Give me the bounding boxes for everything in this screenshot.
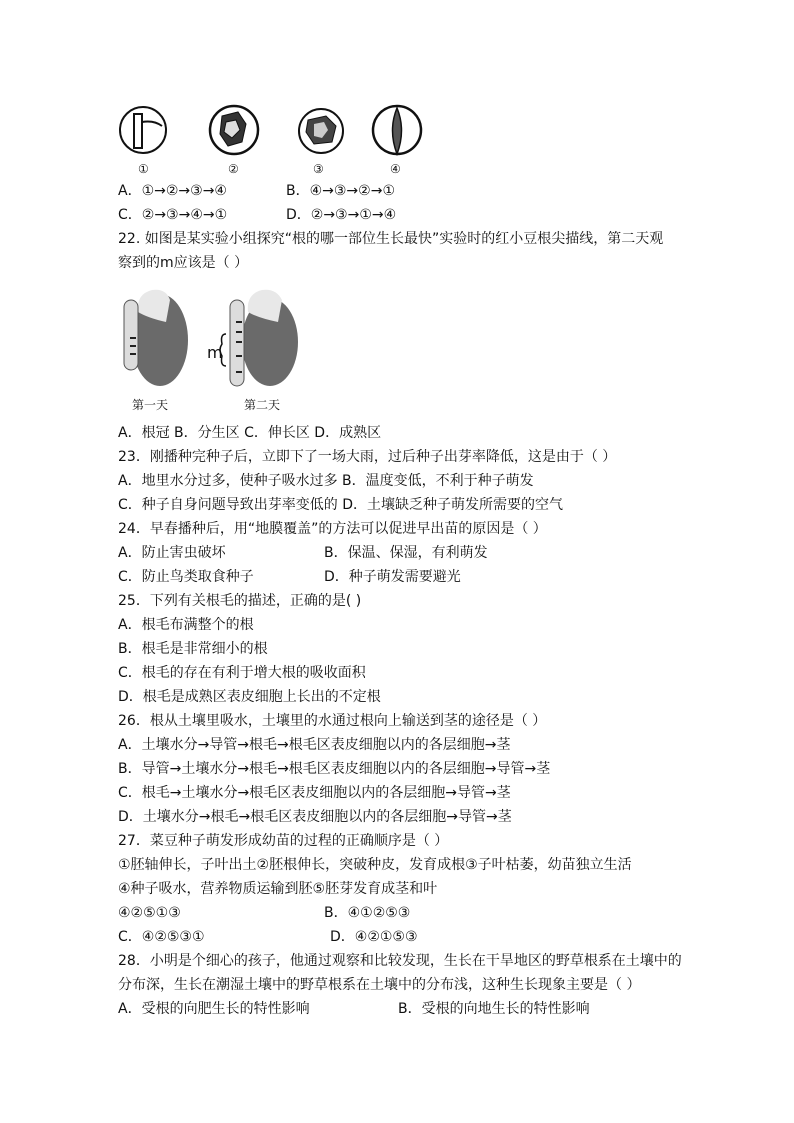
- q22-stem-line2: 察到的m应该是（ ）: [118, 255, 249, 271]
- figure-label-2: ②: [228, 162, 239, 176]
- q21-option-a: A．①→②→③→④: [118, 183, 227, 199]
- q27-option-a: ④②⑤①③: [118, 905, 181, 921]
- q23-options-cd: C．种子自身问题导致出芽率变低的 D．土壤缺乏种子萌发所需要的空气: [118, 497, 564, 513]
- figure-circle-2: [210, 106, 258, 154]
- figure-circle-1: [120, 107, 166, 153]
- root-tip-day1: [124, 290, 188, 386]
- q24-option-d: D．种子萌发需要避光: [324, 569, 461, 585]
- figure-circle-3: [299, 109, 343, 153]
- root-tip-day2: [220, 290, 298, 386]
- q24-stem: 24．早春播种后，用“地膜覆盖”的方法可以促进早出苗的原因是（ ）: [118, 521, 547, 537]
- q21-figure: [112, 98, 432, 178]
- q27-stem: 27．菜豆种子萌发形成幼苗的过程的正确顺序是（ ）: [118, 833, 449, 849]
- q27-steps-line2: ④种子吸水，营养物质运输到胚⑤胚芽发育成茎和叶: [118, 881, 438, 897]
- q22-stem-line1: 22. 如图是某实验小组探究“根的哪一部位生长最快”实验时的红小豆根尖描线，第二天观: [118, 231, 664, 247]
- q22-figure-day1: 第一天: [132, 398, 169, 412]
- q23-stem: 23．刚播种完种子后，立即下了一场大雨，过后种子出芽率降低，这是由于（ ）: [118, 449, 617, 465]
- figure-label-4: ④: [390, 162, 401, 176]
- q22-figure-m-label: m: [207, 343, 223, 362]
- q21-option-b: B．④→③→②→①: [286, 183, 395, 199]
- q27-option-c: C．④②⑤③①: [118, 929, 205, 945]
- q25-option-b: B．根毛是非常细小的根: [118, 641, 268, 657]
- q23-options-ab: A．地里水分过多，使种子吸水过多 B．温度变低，不利于种子萌发: [118, 473, 534, 489]
- q26-option-c: C．根毛→土壤水分→根毛区表皮细胞以内的各层细胞→导管→茎: [118, 785, 511, 801]
- q28-option-a: A．受根的向肥生长的特性影响: [118, 1001, 310, 1017]
- q26-option-a: A．土壤水分→导管→根毛→根毛区表皮细胞以内的各层细胞→茎: [118, 737, 511, 753]
- q24-option-b: B．保温、保湿，有利萌发: [324, 545, 488, 561]
- q27-option-b: B．④①②⑤③: [324, 905, 411, 921]
- q27-option-d: D．④②①⑤③: [330, 929, 418, 945]
- q26-option-d: D．土壤水分→根毛→根毛区表皮细胞以内的各层细胞→导管→茎: [118, 809, 512, 825]
- q25-option-d: D．根毛是成熟区表皮细胞上长出的不定根: [118, 689, 381, 705]
- q25-option-a: A．根毛布满整个的根: [118, 617, 254, 633]
- q22-figure-day2: 第二天: [244, 398, 281, 412]
- q21-option-d: D．②→③→①→④: [286, 207, 397, 223]
- figure-label-3: ③: [313, 162, 324, 176]
- figure-label-1: ①: [138, 162, 149, 176]
- q22-root-tip-figure: [118, 282, 318, 394]
- q28-option-b: B．受根的向地生长的特性影响: [398, 1001, 590, 1017]
- q28-stem-line2: 分布深，生长在潮湿土壤中的野草根系在土壤中的分布浅，这种生长现象主要是（ ）: [118, 977, 641, 993]
- q26-stem: 26．根从土壤里吸水，土壤里的水通过根向上输送到茎的途径是（ ）: [118, 713, 547, 729]
- q28-stem-line1: 28．小明是个细心的孩子，他通过观察和比较发现，生长在干旱地区的野草根系在土壤中的: [118, 953, 682, 969]
- figure-circle-4: [373, 106, 421, 154]
- q26-option-b: B．导管→土壤水分→根毛→根毛区表皮细胞以内的各层细胞→导管→茎: [118, 761, 551, 777]
- q27-steps-line1: ①胚轴伸长，子叶出土②胚根伸长，突破种皮，发育成根③子叶枯萎，幼苗独立生活: [118, 857, 632, 873]
- q25-option-c: C．根毛的存在有利于增大根的吸收面积: [118, 665, 366, 681]
- q22-options: A．根冠 B．分生区 C．伸长区 D．成熟区: [118, 425, 382, 441]
- q24-option-c: C．防止鸟类取食种子: [118, 569, 254, 585]
- q21-option-c: C．②→③→④→①: [118, 207, 228, 223]
- q25-stem: 25．下列有关根毛的描述，正确的是( ): [118, 593, 362, 609]
- q24-option-a: A．防止害虫破坏: [118, 545, 226, 561]
